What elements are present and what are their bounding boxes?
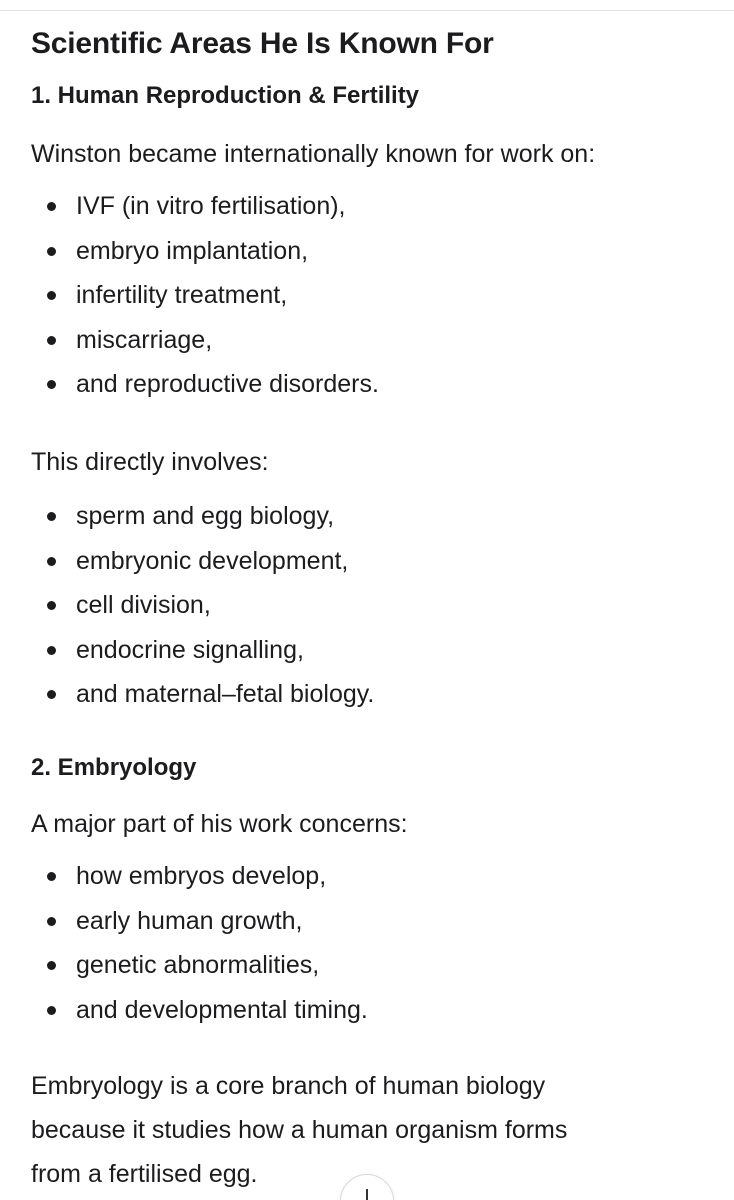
scroll-down-button[interactable] (340, 1174, 394, 1200)
page-heading: Scientific Areas He Is Known For (31, 27, 494, 60)
bullet-icon (47, 291, 56, 300)
bullet-icon (47, 512, 56, 521)
closing-line-2: because it studies how a human organism forms (31, 1116, 568, 1144)
bullet-icon (47, 690, 56, 699)
bullet-icon (47, 380, 56, 389)
bullet-icon (47, 872, 56, 881)
closing-line-1: Embryology is a core branch of human biology (31, 1072, 546, 1100)
bullet-icon (47, 601, 56, 610)
bullet-icon (47, 961, 56, 970)
section-1-title: 1. Human Reproduction & Fertility (31, 82, 420, 109)
bullet-icon (47, 202, 56, 211)
section-1-intro-2: This directly involves: (31, 448, 269, 476)
bullet-icon (47, 336, 56, 345)
bullet-icon (47, 557, 56, 566)
closing-line-3: from a fertilised egg. (31, 1160, 258, 1188)
top-divider (0, 10, 734, 11)
section-1-intro: Winston became internationally known for work on: (31, 140, 596, 168)
bullet-icon (47, 247, 56, 256)
bullet-icon (47, 1006, 56, 1015)
bullet-icon (47, 646, 56, 655)
arrow-down-icon (366, 1189, 368, 1200)
bullet-icon (47, 917, 56, 926)
section-2-intro: A major part of his work concerns: (31, 810, 408, 838)
section-2-title: 2. Embryology (31, 754, 197, 781)
